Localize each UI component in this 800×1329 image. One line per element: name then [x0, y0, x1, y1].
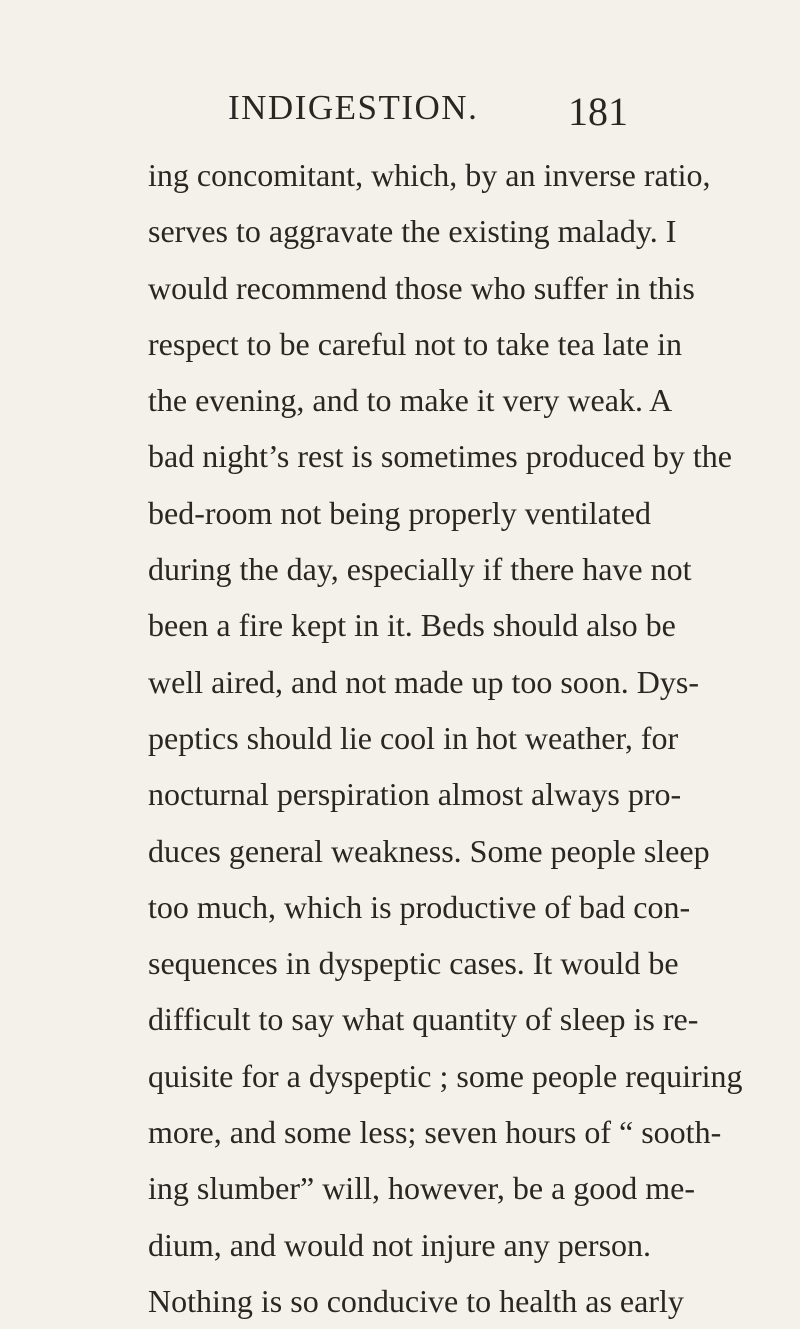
text-line: more, and some less; seven hours of “ sooth- — [148, 1114, 722, 1151]
text-line: ing concomitant, which, by an inverse ratio, — [148, 157, 711, 193]
text-line: respect to be careful not to take tea late in — [148, 325, 682, 362]
text-line: peptics should lie cool in hot weather, for — [148, 719, 679, 756]
running-title: INDIGESTION. — [228, 88, 479, 127]
text-line: during the day, especially if there have not — [148, 551, 692, 588]
text-line: sequences in dyspeptic cases. It would be — [148, 945, 679, 982]
text-line: Nothing is so conducive to health as early — [148, 1282, 684, 1319]
text-line: duces general weakness. Some people sleep — [148, 832, 710, 869]
text-line: quisite for a dyspeptic ; some people requiring — [148, 1057, 743, 1094]
text-line: too much, which is productive of bad con- — [148, 888, 691, 925]
text-line: the evening, and to make it very weak. A — [148, 382, 673, 419]
page-number: 181 — [568, 89, 628, 134]
text-line: would recommend those who suffer in this — [148, 269, 695, 306]
text-line: bed-room not being properly ventilated — [148, 494, 651, 531]
text-line: bad night’s rest is sometimes produced by the — [148, 438, 732, 475]
text-line: well aired, and not made up too soon. Dys- — [148, 663, 699, 700]
running-head — [0, 88, 800, 138]
text-line: nocturnal perspiration almost always pro- — [148, 776, 682, 813]
text-line: dium, and would not injure any person. — [148, 1226, 652, 1263]
text-line: been a fire kept in it. Beds should also be — [148, 607, 676, 644]
text-line: ing slumber” will, however, be a good me- — [148, 1170, 696, 1207]
text-line: difficult to say what quantity of sleep is re- — [148, 1001, 699, 1038]
text-line: serves to aggravate the existing malady. I — [148, 213, 677, 250]
body-text — [148, 147, 743, 1329]
